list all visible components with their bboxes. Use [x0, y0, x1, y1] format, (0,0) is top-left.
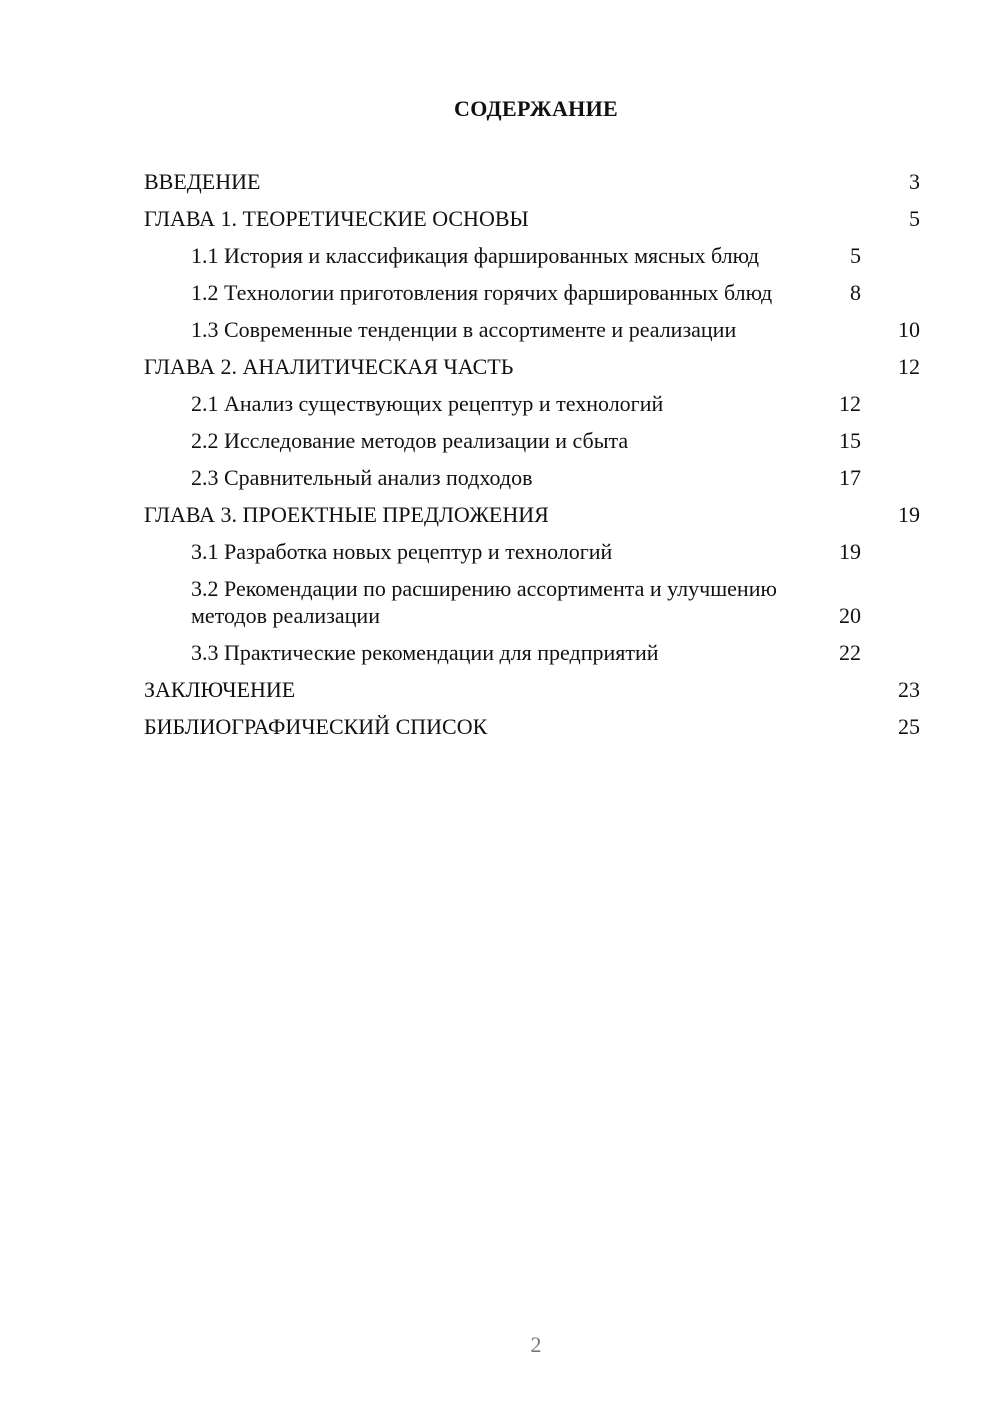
toc-entry-section-1-3[interactable]	[144, 316, 920, 343]
toc-entry-section-2-3[interactable]	[144, 464, 920, 491]
toc-entry-label: 2.2 Исследование методов реализации и сбыта	[191, 428, 629, 453]
toc-entry-label: БИБЛИОГРАФИЧЕСКИЙ СПИСОК	[144, 714, 488, 739]
toc-entry-label: ГЛАВА 2. АНАЛИТИЧЕСКАЯ ЧАСТЬ	[144, 354, 514, 379]
toc-entry-page: 25	[898, 714, 920, 739]
toc-entry-chapter-2[interactable]	[144, 353, 920, 380]
toc-entry-label: 2.1 Анализ существующих рецептур и технологий	[191, 391, 664, 416]
toc-entry-label: 2.3 Сравнительный анализ подходов	[191, 465, 533, 490]
toc-entry-page: 23	[898, 677, 920, 702]
toc-entry-section-2-2[interactable]	[144, 427, 920, 454]
toc-entry-page: 17	[839, 465, 861, 490]
toc-entry-chapter-1[interactable]	[144, 205, 920, 232]
toc-title: СОДЕРЖАНИЕ	[454, 96, 618, 121]
toc-entry-section-3-2[interactable]	[144, 575, 920, 629]
toc-entry-page: 20	[839, 603, 861, 628]
toc-entry-section-1-2[interactable]	[144, 279, 920, 306]
toc-entry-section-1-1[interactable]	[144, 242, 920, 269]
page-number: 2	[530, 1332, 542, 1357]
table-of-contents	[144, 168, 920, 750]
toc-entry-page: 19	[898, 502, 920, 527]
toc-entry-page: 8	[850, 280, 861, 305]
toc-entry-page: 15	[839, 428, 861, 453]
toc-entry-label: 3.1 Разработка новых рецептур и технологий	[191, 539, 613, 564]
toc-entry-page: 3	[909, 169, 920, 194]
toc-entry-page: 5	[909, 206, 920, 231]
toc-entry-label: ГЛАВА 3. ПРОЕКТНЫЕ ПРЕДЛОЖЕНИЯ	[144, 502, 549, 527]
toc-entry-page: 19	[839, 539, 861, 564]
toc-entry-section-2-1[interactable]	[144, 390, 920, 417]
toc-entry-label: 1.1 История и классификация фаршированных мясных блюд	[191, 243, 760, 268]
toc-entry-label: ГЛАВА 1. ТЕОРЕТИЧЕСКИЕ ОСНОВЫ	[144, 206, 529, 231]
toc-entry-section-3-1[interactable]	[144, 538, 920, 565]
toc-entry-page: 10	[898, 317, 920, 342]
toc-entry-introduction[interactable]	[144, 168, 920, 195]
toc-entry-label: 3.2 Рекомендации по расширению ассортимента и улучшению методов реализации	[191, 576, 777, 628]
toc-entry-label: ЗАКЛЮЧЕНИЕ	[144, 677, 296, 702]
toc-entry-page: 12	[839, 391, 861, 416]
toc-entry-section-3-3[interactable]	[144, 639, 920, 666]
toc-entry-label: 1.2 Технологии приготовления горячих фаршированных блюд	[191, 280, 773, 305]
toc-entry-chapter-3[interactable]	[144, 501, 920, 528]
toc-entry-label: 1.3 Современные тенденции в ассортименте и реализации	[191, 317, 737, 342]
toc-entry-page: 12	[898, 354, 920, 379]
toc-entry-conclusion[interactable]	[144, 676, 920, 703]
toc-entry-label: 3.3 Практические рекомендации для предприятий	[191, 640, 659, 665]
toc-entry-page: 5	[850, 243, 861, 268]
toc-entry-page: 22	[839, 640, 861, 665]
toc-entry-label: ВВЕДЕНИЕ	[144, 169, 261, 194]
toc-entry-bibliography[interactable]	[144, 713, 920, 740]
